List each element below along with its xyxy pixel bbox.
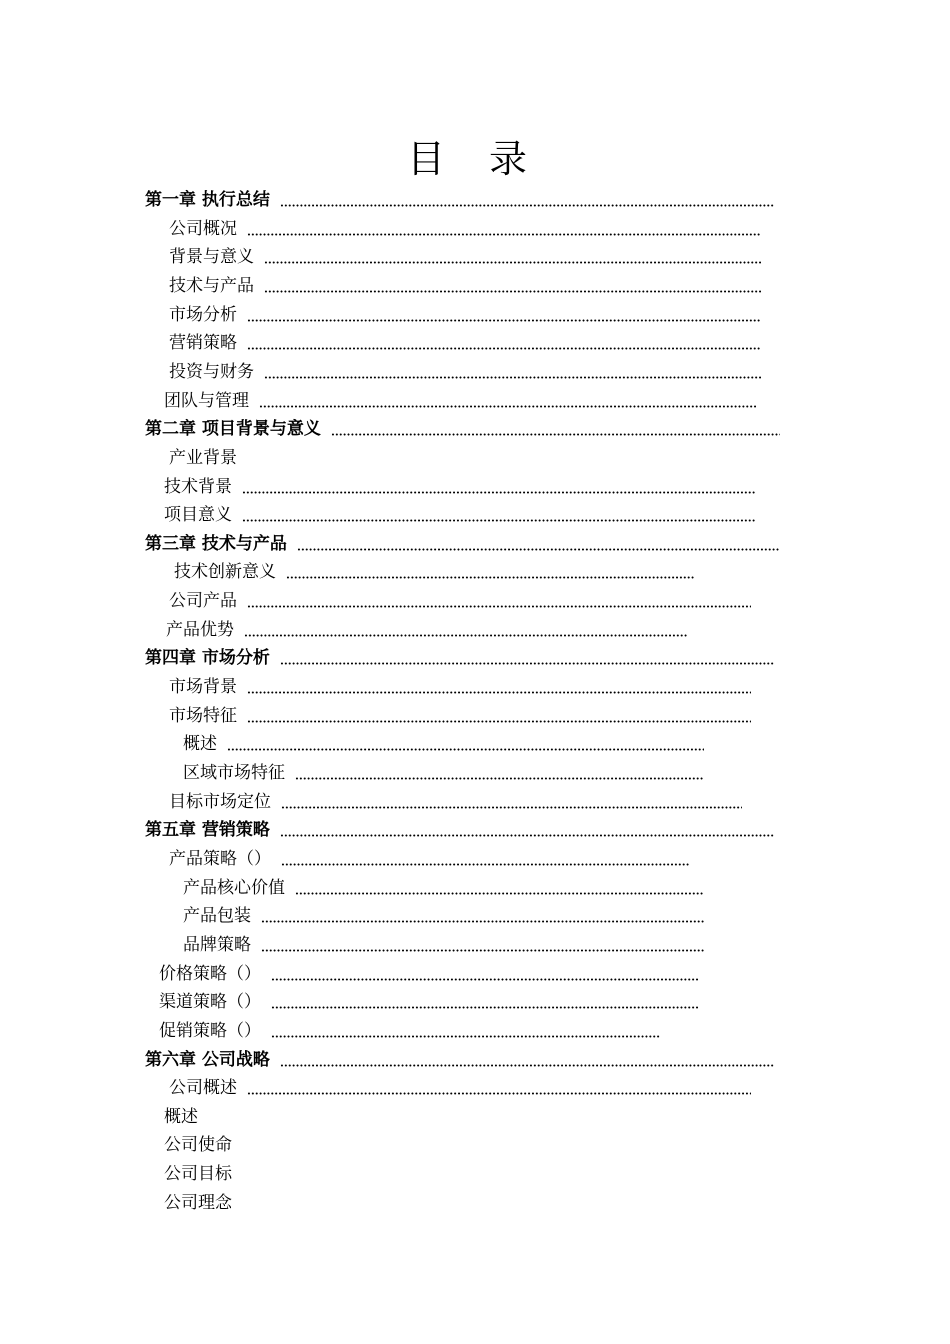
toc-entry[interactable] <box>183 902 704 930</box>
toc-entry-label: 第一章 执行总结 <box>145 190 270 210</box>
toc-entry[interactable] <box>183 874 704 902</box>
toc-entry-label: 公司产品 <box>169 591 237 611</box>
toc-entry-label: 区域市场特征 <box>183 763 285 783</box>
toc-entry[interactable] <box>169 788 742 816</box>
toc-entry-label: 项目意义 <box>164 505 232 525</box>
toc-entry[interactable] <box>169 329 761 357</box>
dot-leader <box>242 519 756 522</box>
dot-leader <box>242 491 756 494</box>
dot-leader <box>271 1006 699 1009</box>
toc-entry[interactable] <box>183 931 704 959</box>
dot-leader <box>244 634 687 637</box>
dot-leader <box>227 748 704 751</box>
toc-chapter[interactable] <box>145 644 775 672</box>
toc-entry-label: 技术与产品 <box>169 276 254 296</box>
toc-entry-label: 渠道策略（） <box>159 992 261 1012</box>
toc-entry[interactable] <box>164 473 756 501</box>
toc-entry-label: 第二章 项目背景与意义 <box>145 419 321 439</box>
dot-leader <box>295 892 704 895</box>
toc-entry-label: 营销策略 <box>169 333 237 353</box>
toc-entry[interactable] <box>169 845 690 873</box>
toc-entry[interactable] <box>169 444 237 472</box>
toc-entry-label: 目标市场定位 <box>169 792 271 812</box>
dot-leader <box>271 1035 661 1038</box>
dot-leader <box>271 978 699 981</box>
toc-entry[interactable] <box>159 1017 661 1045</box>
toc-entry-label: 投资与财务 <box>169 362 254 382</box>
toc-entry-label: 产品核心价值 <box>183 878 285 898</box>
dot-leader <box>247 233 761 236</box>
toc-entry-label: 产品策略（） <box>169 849 271 869</box>
toc-entry-label: 第六章 公司战略 <box>145 1050 270 1070</box>
toc-entry-label: 技术背景 <box>164 477 232 497</box>
toc-entry[interactable] <box>169 272 761 300</box>
toc-entry[interactable] <box>183 730 704 758</box>
dot-leader <box>295 777 704 780</box>
dot-leader <box>280 662 775 665</box>
toc-entry-label: 产业背景 <box>169 448 237 468</box>
toc-entry-label: 概述 <box>164 1107 198 1127</box>
toc-entry-label: 背景与意义 <box>169 247 254 267</box>
toc-entry-label: 公司理念 <box>164 1193 232 1213</box>
toc-entry-label: 团队与管理 <box>164 391 249 411</box>
toc-entry-label: 第四章 市场分析 <box>145 648 270 668</box>
toc-entry[interactable] <box>169 587 751 615</box>
toc-entry[interactable] <box>164 1189 232 1217</box>
toc-entry[interactable] <box>169 673 751 701</box>
toc-chapter[interactable] <box>145 530 780 558</box>
toc-chapter[interactable] <box>145 186 775 214</box>
dot-leader <box>247 720 751 723</box>
toc-entry-label: 价格策略（） <box>159 964 261 984</box>
toc-entry-label: 产品包装 <box>183 906 251 926</box>
toc-chapter[interactable] <box>145 816 775 844</box>
toc-entry[interactable] <box>159 988 699 1016</box>
toc-entry-label: 概述 <box>183 734 217 754</box>
dot-leader <box>286 576 694 579</box>
dot-leader <box>247 1092 751 1095</box>
toc-entry-label: 公司概况 <box>169 219 237 239</box>
dot-leader <box>247 691 751 694</box>
toc-entry-label: 公司概述 <box>169 1078 237 1098</box>
toc-entry[interactable] <box>166 616 687 644</box>
dot-leader <box>247 347 761 350</box>
toc-entry-label: 第五章 营销策略 <box>145 820 270 840</box>
dot-leader <box>259 405 756 408</box>
dot-leader <box>297 548 780 551</box>
toc-entry[interactable] <box>164 387 756 415</box>
dot-leader <box>264 290 761 293</box>
toc-entry-label: 公司使命 <box>164 1135 232 1155</box>
toc-entry-label: 促销策略（） <box>159 1021 261 1041</box>
toc-entry[interactable] <box>169 702 751 730</box>
toc-entry[interactable] <box>183 759 704 787</box>
toc-entry[interactable] <box>169 243 761 271</box>
toc-entry-label: 品牌策略 <box>183 935 251 955</box>
dot-leader <box>247 605 751 608</box>
toc-entry[interactable] <box>164 1160 232 1188</box>
toc-chapter[interactable] <box>145 1046 775 1074</box>
toc-title: 目 录 <box>406 137 544 181</box>
toc-chapter[interactable] <box>145 415 780 443</box>
toc-entry-label: 产品优势 <box>166 620 234 640</box>
toc-entry-label: 技术创新意义 <box>174 562 276 582</box>
toc-entry[interactable] <box>174 558 694 586</box>
dot-leader <box>281 806 742 809</box>
dot-leader <box>264 376 761 379</box>
dot-leader <box>280 834 775 837</box>
dot-leader <box>280 204 775 207</box>
toc-entry[interactable] <box>169 358 761 386</box>
toc-entry[interactable] <box>169 1074 751 1102</box>
toc-entry-label: 市场特征 <box>169 706 237 726</box>
toc-entry-label: 市场背景 <box>169 677 237 697</box>
toc-entry[interactable] <box>169 215 761 243</box>
toc-entry[interactable] <box>164 1131 232 1159</box>
toc-entry[interactable] <box>159 960 699 988</box>
toc-entry-label: 公司目标 <box>164 1164 232 1184</box>
dot-leader <box>247 319 761 322</box>
toc-entry[interactable] <box>164 501 756 529</box>
dot-leader <box>261 949 704 952</box>
dot-leader <box>331 433 780 436</box>
toc-entry-label: 市场分析 <box>169 305 237 325</box>
toc-entry-label: 第三章 技术与产品 <box>145 534 287 554</box>
dot-leader <box>261 920 704 923</box>
dot-leader <box>281 863 690 866</box>
toc-entry[interactable] <box>164 1103 198 1131</box>
toc-entry[interactable] <box>169 301 761 329</box>
dot-leader <box>264 261 761 264</box>
dot-leader <box>280 1064 775 1067</box>
